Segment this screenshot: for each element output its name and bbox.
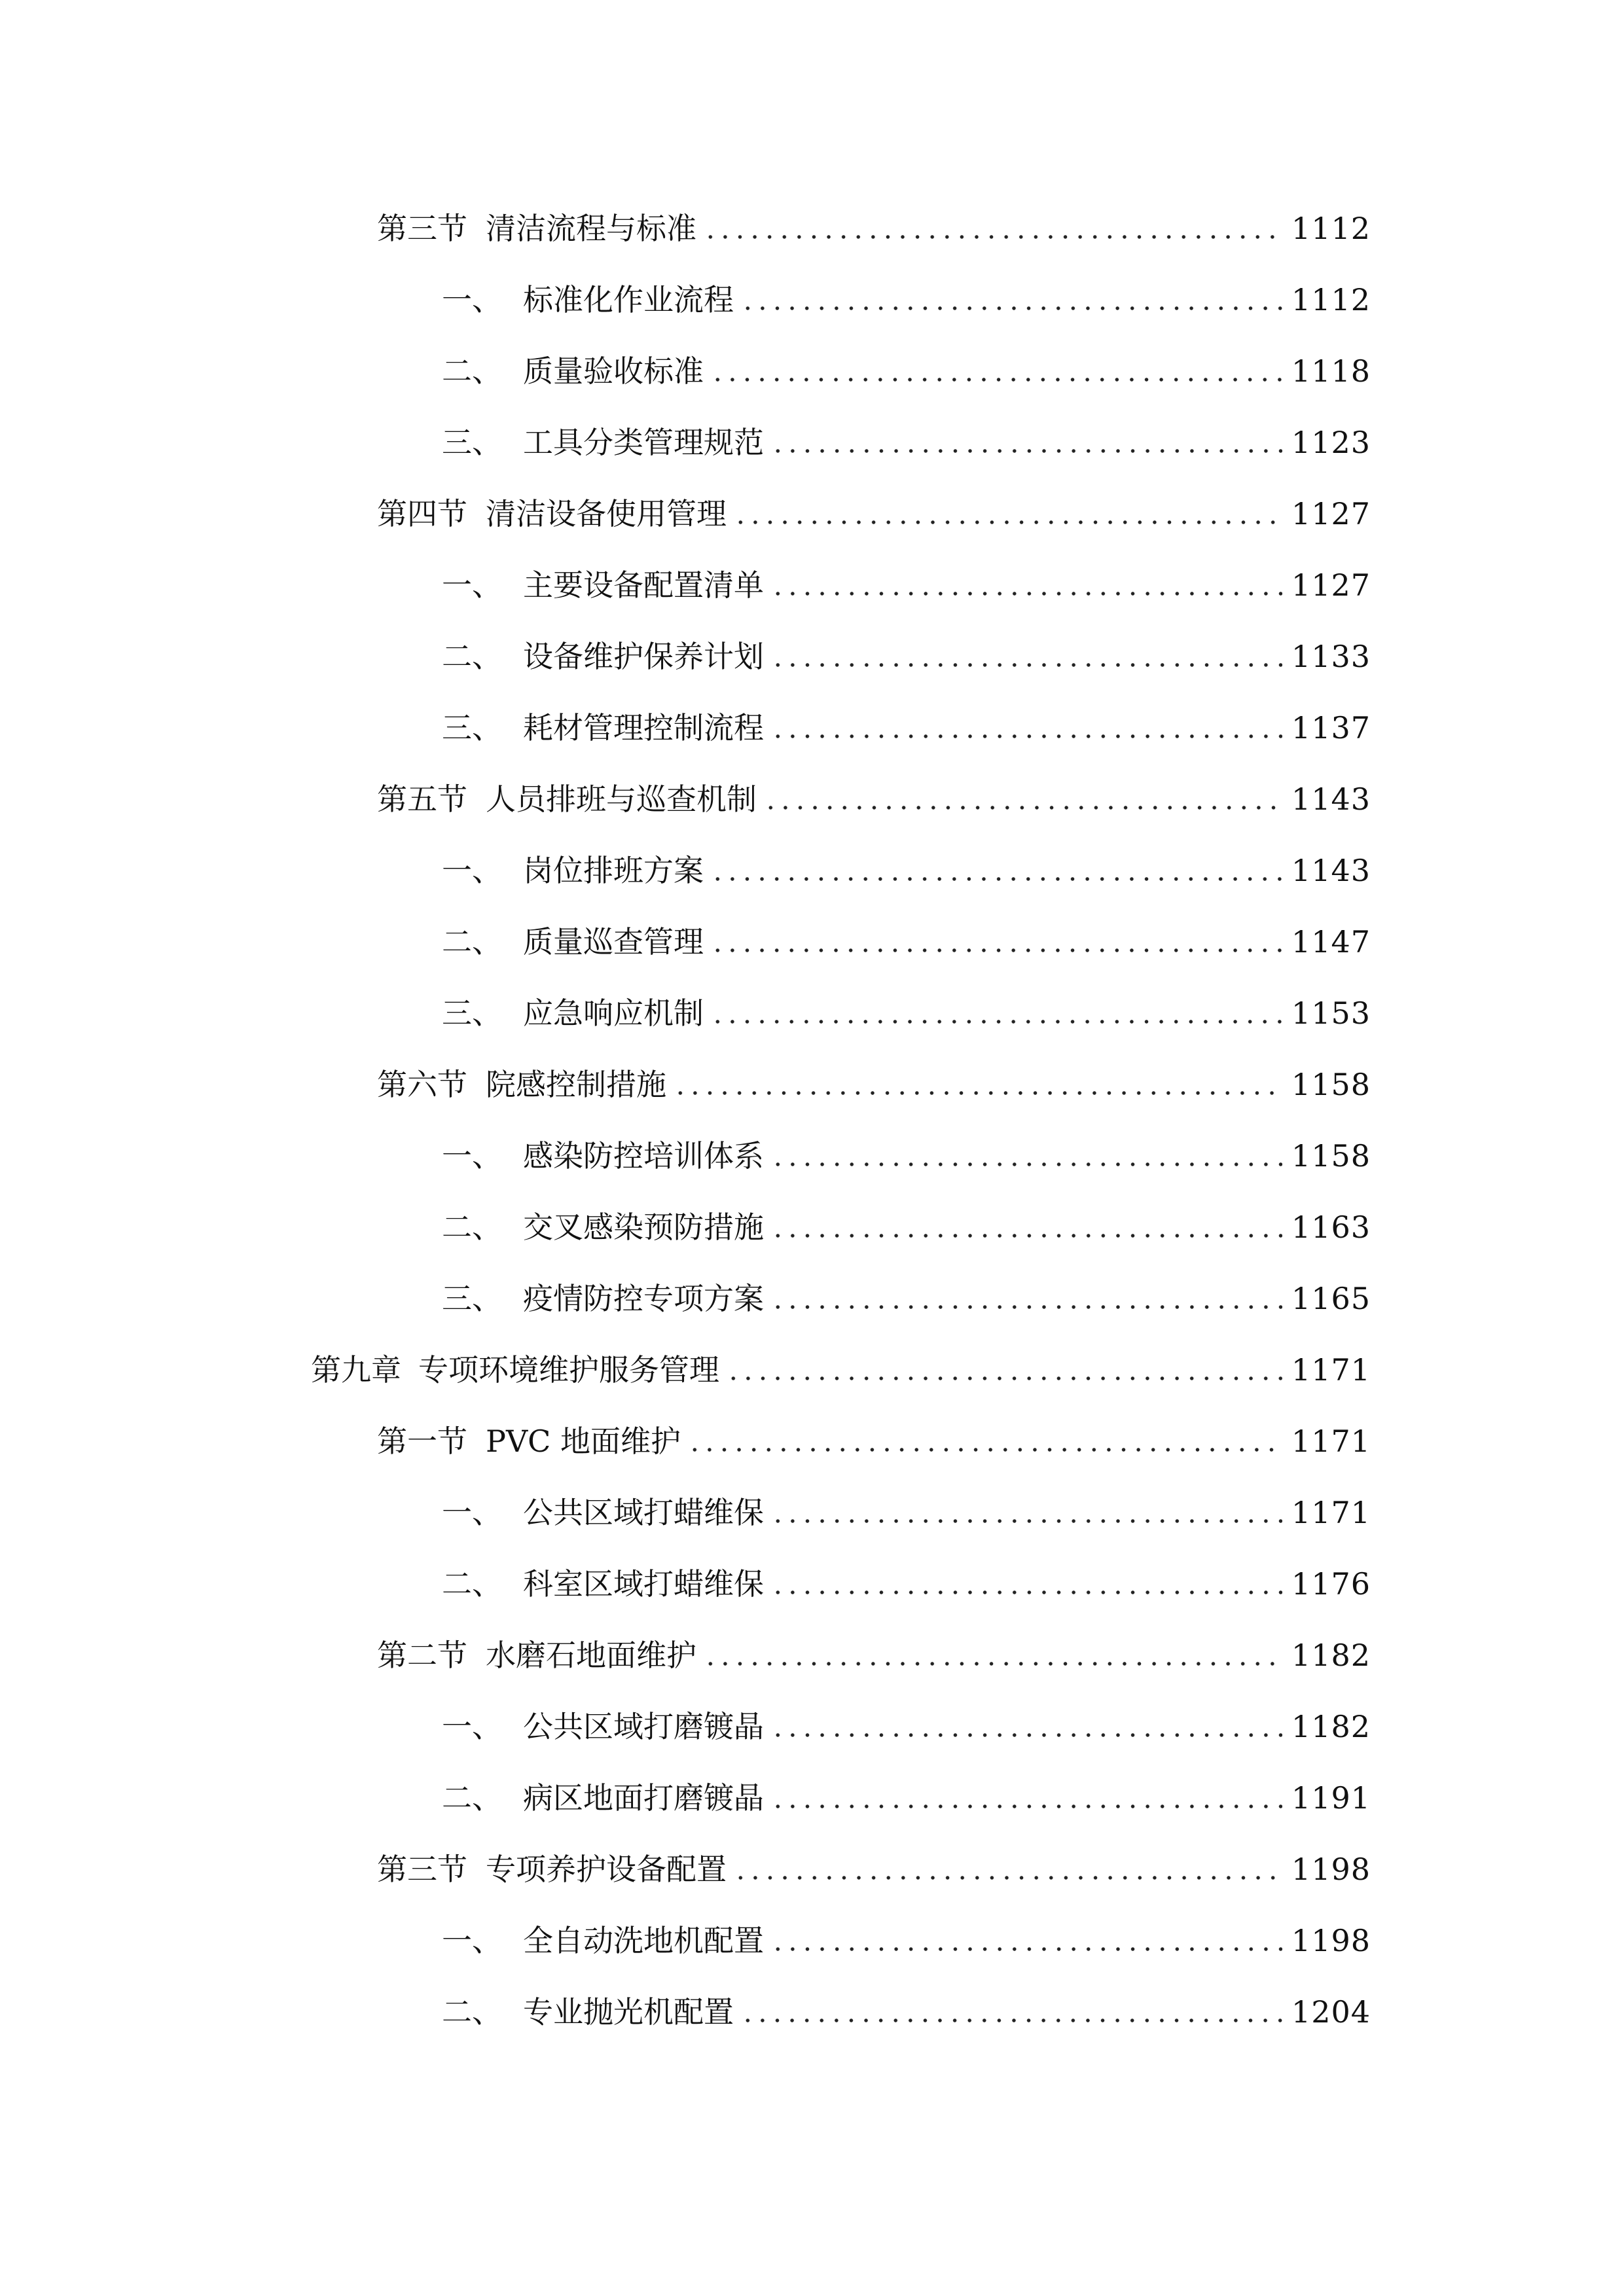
dot-leader: [703, 235, 1282, 239]
dot-leader: [770, 592, 1282, 596]
dot-leader: [763, 806, 1282, 810]
toc-entry-page: 1118: [1291, 353, 1371, 389]
toc-entry-title: 设备维护保养计划: [523, 639, 764, 674]
toc-entry-page: 1163: [1291, 1210, 1371, 1245]
toc-entry-number: 三、: [442, 710, 502, 745]
toc-entry-item[interactable]: [442, 1693, 1371, 1745]
toc-entry-section[interactable]: [377, 480, 1371, 532]
toc-entry-title: 应急响应机制: [523, 996, 704, 1031]
toc-entry-number: 三、: [442, 425, 502, 460]
toc-entry-page: 1112: [1291, 211, 1371, 246]
toc-entry-item[interactable]: [442, 266, 1371, 318]
toc-entry-page: 1112: [1291, 282, 1371, 317]
toc-entry-page: 1127: [1291, 567, 1371, 603]
toc-entry-number: 第一节: [377, 1424, 467, 1459]
dot-leader: [770, 1590, 1282, 1594]
toc-entry-title: 科室区域打蜡维保: [523, 1566, 764, 1602]
toc-entry-number: 一、: [442, 1495, 502, 1530]
dot-leader: [770, 1234, 1282, 1238]
toc-entry-title: 人员排班与巡查机制: [486, 781, 757, 817]
toc-entry-title: 岗位排班方案: [523, 853, 704, 888]
dot-leader: [710, 378, 1282, 382]
dot-leader: [770, 663, 1282, 667]
dot-leader: [740, 306, 1282, 310]
toc-entry-title: 主要设备配置清单: [523, 567, 764, 603]
dot-leader: [703, 1662, 1282, 1666]
toc-entry-item[interactable]: [442, 551, 1371, 603]
toc-entry-title: 清洁设备使用管理: [486, 496, 727, 531]
toc-entry-item[interactable]: [442, 1193, 1371, 1246]
toc-entry-page: 1165: [1291, 1281, 1371, 1316]
toc-entry-number: 二、: [442, 1994, 502, 2030]
dot-leader: [673, 1091, 1282, 1095]
toc-entry-title: PVC 地面维护: [486, 1424, 681, 1459]
toc-entry-item[interactable]: [442, 622, 1371, 675]
toc-entry-item[interactable]: [442, 908, 1371, 960]
toc-entry-title: 感染防控培训体系: [523, 1138, 764, 1174]
toc-entry-item[interactable]: [442, 694, 1371, 746]
toc-entry-number: 一、: [442, 853, 502, 888]
toc-entry-title: 工具分类管理规范: [523, 425, 764, 460]
dot-leader: [770, 1162, 1282, 1166]
toc-entry-page: 1143: [1291, 781, 1371, 817]
toc-entry-title: 公共区域打磨镀晶: [523, 1709, 764, 1744]
toc-entry-item[interactable]: [442, 836, 1371, 889]
toc-entry-page: 1182: [1291, 1638, 1371, 1673]
toc-entry-title: 专项环境维护服务管理: [418, 1352, 719, 1388]
toc-entry-item[interactable]: [442, 1550, 1371, 1602]
dot-leader: [770, 1947, 1282, 1951]
toc-entry-page: 1143: [1291, 853, 1371, 888]
dot-leader: [710, 1020, 1282, 1024]
toc-entry-item[interactable]: [442, 408, 1371, 461]
toc-entry-section[interactable]: [377, 1835, 1371, 1888]
toc-entry-item[interactable]: [442, 1265, 1371, 1317]
dot-leader: [770, 1519, 1282, 1523]
toc-entry-number: 第六节: [377, 1067, 467, 1102]
toc-entry-page: 1123: [1291, 425, 1371, 460]
toc-entry-page: 1171: [1291, 1352, 1371, 1388]
toc-entry-item[interactable]: [442, 1764, 1371, 1816]
dot-leader: [770, 449, 1282, 453]
dot-leader: [770, 734, 1282, 738]
toc-entry-title: 疫情防控专项方案: [523, 1281, 764, 1316]
toc-entry-number: 二、: [442, 1780, 502, 1816]
toc-entry-page: 1158: [1291, 1067, 1371, 1102]
toc-entry-page: 1127: [1291, 496, 1371, 531]
toc-entry-number: 一、: [442, 1709, 502, 1744]
toc-entry-page: 1171: [1291, 1495, 1371, 1530]
toc-entry-section[interactable]: [377, 1050, 1371, 1103]
toc-entry-page: 1198: [1291, 1923, 1371, 1958]
dot-leader: [770, 1804, 1282, 1808]
toc-entry-page: 1191: [1291, 1780, 1371, 1816]
toc-entry-page: 1176: [1291, 1566, 1371, 1602]
toc-entry-page: 1153: [1291, 996, 1371, 1031]
toc-entry-title: 质量验收标准: [523, 353, 704, 389]
toc-entry-page: 1171: [1291, 1424, 1371, 1459]
toc-entry-title: 病区地面打磨镀晶: [523, 1780, 764, 1816]
toc-entry-title: 交叉感染预防措施: [523, 1210, 764, 1245]
toc-entry-page: 1147: [1291, 924, 1371, 960]
toc-entry-title: 院感控制措施: [486, 1067, 666, 1102]
toc-entry-number: 第五节: [377, 781, 467, 817]
toc-entry-title: 全自动洗地机配置: [523, 1923, 764, 1958]
toc-entry-number: 第三节: [377, 1852, 467, 1887]
toc-entry-number: 三、: [442, 996, 502, 1031]
dot-leader: [687, 1448, 1282, 1452]
toc-entry-number: 一、: [442, 282, 502, 317]
toc-entry-number: 一、: [442, 1923, 502, 1958]
toc-entry-title: 专项养护设备配置: [486, 1852, 727, 1887]
dot-leader: [770, 1733, 1282, 1737]
toc-entry-page: 1133: [1291, 639, 1371, 674]
toc-entry-number: 二、: [442, 924, 502, 960]
toc-entry-item[interactable]: [442, 1479, 1371, 1531]
toc-entry-title: 质量巡查管理: [523, 924, 704, 960]
toc-entry-title: 专业抛光机配置: [523, 1994, 734, 2030]
toc-entry-number: 三、: [442, 1281, 502, 1316]
toc-entry-section[interactable]: [377, 194, 1371, 247]
toc-entry-title: 清洁流程与标准: [486, 211, 696, 246]
toc-entry-number: 一、: [442, 1138, 502, 1174]
dot-leader: [733, 520, 1282, 524]
toc-entry-title: 水磨石地面维护: [486, 1638, 696, 1673]
toc-entry-item[interactable]: [442, 1122, 1371, 1174]
toc-entry-page: 1137: [1291, 710, 1371, 745]
toc-entry-page: 1198: [1291, 1852, 1371, 1887]
toc-entry-title: 公共区域打蜡维保: [523, 1495, 764, 1530]
dot-leader: [740, 2018, 1282, 2022]
toc-entry-page: 1182: [1291, 1709, 1371, 1744]
toc-entry-number: 一、: [442, 567, 502, 603]
toc-entry-title: 耗材管理控制流程: [523, 710, 764, 745]
toc-entry-section[interactable]: [377, 1621, 1371, 1674]
toc-entry-title: 标准化作业流程: [523, 282, 734, 317]
dot-leader: [726, 1376, 1282, 1380]
toc-entry-number: 第四节: [377, 496, 467, 531]
dot-leader: [710, 877, 1282, 881]
dot-leader: [770, 1305, 1282, 1309]
toc-entry-number: 二、: [442, 639, 502, 674]
toc-entry-number: 二、: [442, 1566, 502, 1602]
dot-leader: [710, 948, 1282, 952]
toc-entry-item[interactable]: [442, 337, 1371, 389]
toc-entry-page: 1158: [1291, 1138, 1371, 1174]
toc-entry-number: 第三节: [377, 211, 467, 246]
toc-entry-section[interactable]: [377, 765, 1371, 817]
dot-leader: [733, 1876, 1282, 1880]
toc-entry-number: 第九章: [311, 1352, 401, 1388]
toc-entry-chapter[interactable]: [311, 1336, 1371, 1388]
toc-entry-section[interactable]: [377, 1407, 1371, 1460]
toc-entry-item[interactable]: [442, 1907, 1371, 1959]
toc-entry-number: 二、: [442, 1210, 502, 1245]
toc-entry-item[interactable]: [442, 1978, 1371, 2030]
toc-entry-number: 第二节: [377, 1638, 467, 1673]
toc-entry-page: 1204: [1291, 1994, 1371, 2030]
toc-entry-item[interactable]: [442, 979, 1371, 1031]
toc-entry-number: 二、: [442, 353, 502, 389]
